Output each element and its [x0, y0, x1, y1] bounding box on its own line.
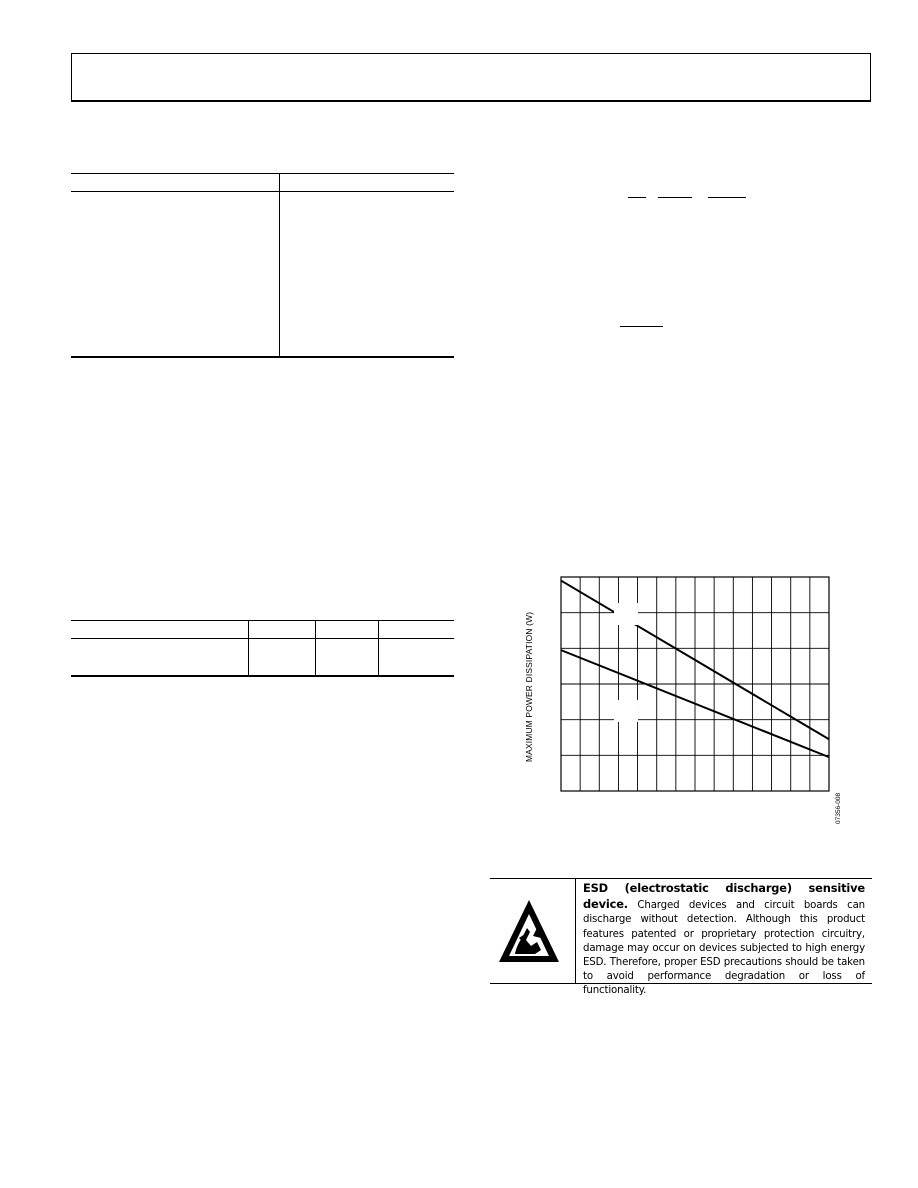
fraction-bar: [620, 326, 663, 327]
table-column-divider: [315, 620, 316, 676]
chart-label-mask: [614, 700, 638, 722]
page-header: [71, 53, 871, 102]
y-axis-label: MAXIMUM POWER DISSIPATION (W): [524, 611, 534, 762]
esd-notice-title: ESD (electrostatic discharge) sensitive device.: [583, 881, 865, 912]
chart-grid: [561, 577, 829, 791]
fraction-bar: [708, 197, 746, 198]
esd-notice-divider: [575, 878, 576, 984]
fraction-bar: [658, 197, 692, 198]
table-header-rule: [71, 191, 454, 192]
esd-warning-icon: [497, 898, 561, 966]
table-column-divider: [378, 620, 379, 676]
table-top-rule: [71, 173, 454, 174]
table-bottom-rule: [71, 675, 454, 677]
table-header-rule: [71, 638, 454, 639]
esd-notice-text: [583, 881, 865, 999]
table-column-divider: [279, 173, 280, 357]
power-dissipation-chart: [518, 570, 848, 830]
table-bottom-rule: [71, 356, 454, 358]
figure-id: 07356-008: [835, 792, 842, 824]
table-column-divider: [248, 620, 249, 676]
fraction-bar: [628, 197, 646, 198]
table-top-rule: [71, 620, 454, 621]
chart-label-mask: [614, 603, 638, 625]
esd-notice-body: Charged devices and circuit boards can discharge without detection. Although this product features patented or proprietary protection circuitry, damage may occur on devices subjected to high energy ESD. Therefore, proper ESD precautions should be taken to avoid performance degradation or loss of functionality.: [583, 900, 865, 997]
